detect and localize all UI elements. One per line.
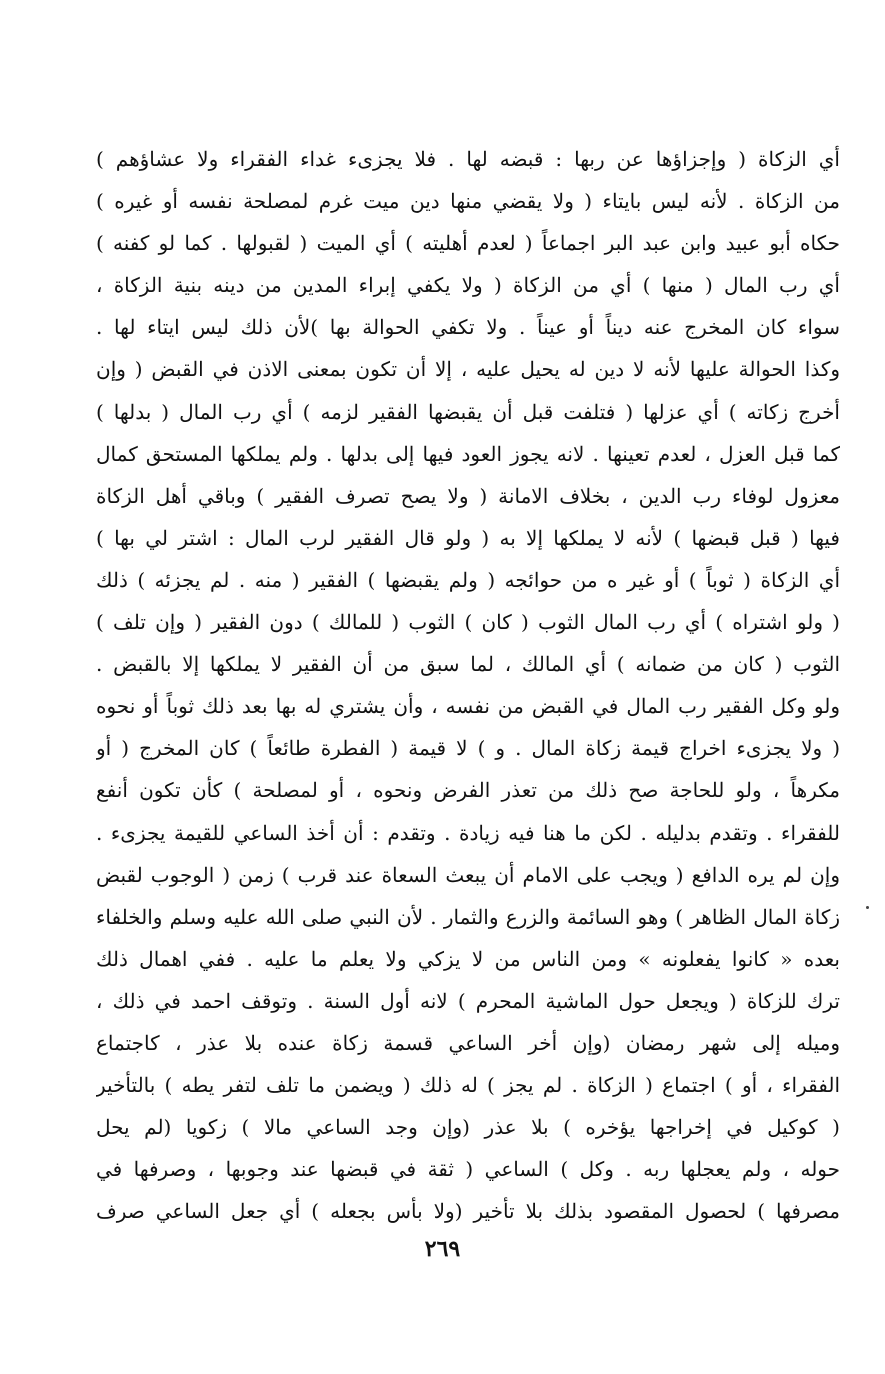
text-line: أي الزكاة ( وإجزاؤها عن ربها : قبضه لها . فلا يجزىء غداء الفقراء ولا عشاؤهم ) [96, 147, 840, 171]
text-line: بعده « كانوا يفعلونه » ومن الناس من لا يزكي ولا يعلم ما عليه . ففي اهمال ذلك [96, 946, 840, 971]
text-line: سواء كان المخرج عنه ديناً أو عيناً . ولا تكفي الحوالة بها )لأن ذلك ليس ايتاء لها . [96, 315, 840, 340]
scan-speck [866, 906, 869, 909]
text-line: أي الزكاة ( ثوباً ) أو غير ه من حوائجه ( ولم يقبضها ) الفقير ( منه . لم يجزئه ) ذلك [96, 567, 840, 592]
text-line: من الزكاة . لأنه ليس بايتاء ( ولا يقضي منها دين ميت غرم لمصلحة نفسه أو غيره ) [96, 189, 840, 214]
text-line: مكرهاً ، ولو للحاجة صح ذلك من تعذر الفرض ونحوه ، أو لمصلحة ) كأن تكون أنفع [96, 778, 840, 803]
text-line: حوله ، ولم يعجلها ربه . وكل ) الساعي ( ثقة في قبضها عند وجوبها ، وصرفها في [96, 1157, 840, 1182]
text-line: الثوب ( كان من ضمانه ) أي المالك ، لما سبق من أن الفقير لا يملكها إلا بالقبض . [96, 652, 840, 677]
text-line: كما قبل العزل ، لعدم تعينها . لانه يجوز العود فيها إلى بدلها . ولم يملكها المستحق كمال [96, 441, 840, 466]
text-line: ( ولا يجزىء اخراج قيمة زكاة المال . و ) لا قيمة ( الفطرة طائعاً ) كان المخرج ( أو [96, 736, 840, 761]
text-line: الفقراء ، أو ) اجتماع ( الزكاة . لم يجز ) له ذلك ( ويضمن ما تلف لتفر يطه ) بالتأخير [96, 1073, 840, 1098]
text-line: أي رب المال ( منها ) أي من الزكاة ( ولا يكفي إبراء المدين من دينه بنية الزكاة ، [96, 273, 840, 298]
text-line: فيها ( قبل قبضها ) لأنه لا يملكها إلا به ( ولو قال الفقير لرب المال : اشتر لي بها ) [96, 525, 840, 550]
text-line: للفقراء . وتقدم بدليله . لكن ما هنا فيه زيادة . وتقدم : أن أخذ الساعي للقيمة يجزىء . [96, 820, 840, 845]
body-text [96, 138, 840, 1232]
text-line: زكاة المال الظاهر ) وهو السائمة والزرع والثمار . لأن النبي صلى الله عليه وسلم والخلفاء [96, 904, 840, 929]
page-number: ٢٦٩ [424, 1236, 461, 1262]
text-line: وإن لم يره الدافع ( ويجب على الامام أن يبعث السعاة عند قرب ) زمن ( الوجوب لقبض [96, 862, 840, 887]
text-line: مصرفها ) لحصول المقصود بذلك بلا تأخير (ولا بأس بجعله ) أي جعل الساعي صرف [96, 1199, 840, 1224]
text-line: وميله إلى شهر رمضان (وإن أخر الساعي قسمة زكاة عنده بلا عذر ، كاجتماع [96, 1030, 840, 1055]
text-line: وكذا الحوالة عليها لأنه لا دين له يحيل عليه ، إلا أن تكون بمعنى الاذن في القبض ( وإن [96, 357, 840, 382]
text-line: ترك للزكاة ( ويجعل حول الماشية المحرم ) لانه أول السنة . وتوقف احمد في ذلك ، [96, 988, 840, 1013]
text-line: ( ولو اشتراه ) أي رب المال الثوب ( كان ) الثوب ( للمالك ) دون الفقير ( وإن تلف ) [96, 610, 840, 635]
text-line: حكاه أبو عبيد وابن عبد البر اجماعاً ( لعدم أهليته ) أي الميت ( لقبولها . كما لو كفنه ) [96, 231, 840, 256]
text-line: ولو وكل الفقير رب المال في القبض من نفسه ، وأن يشتري له بها بعد ذلك ثوباً أو نحوه [96, 694, 840, 719]
text-line: أخرج زكاته ) أي عزلها ( فتلفت قبل أن يقبضها الفقير لزمه ) أي رب المال ( بدلها ) [96, 399, 840, 424]
text-line: ( كوكيل في إخراجها يؤخره ) بلا عذر (وإن وجد الساعي مالا ) زكويا (لم يحل [96, 1115, 840, 1140]
text-line: معزول لوفاء رب الدين ، بخلاف الامانة ( ولا يصح تصرف الفقير ) وباقي أهل الزكاة [96, 483, 840, 508]
